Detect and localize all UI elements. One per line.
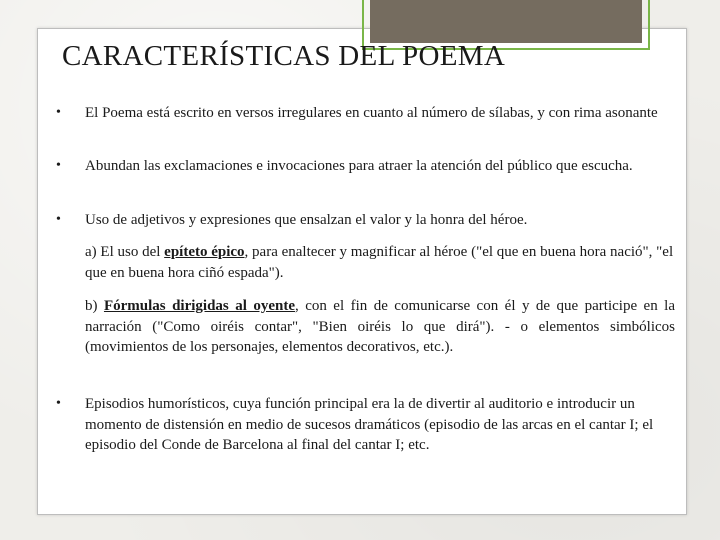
bullet-item-adjectives: Uso de adjetivos y expresiones que ensalzan el valor y la honra del héroe. xyxy=(85,212,528,228)
bullet-item-humor: Episodios humorísticos, cuya función principal era la de divertir al auditorio e introducir un momento de distensión en medio de sucesos dramáticos (episodio de las arcas en el cantar I; el episodio del Conde de Barcelona al final del cantar I; etc. xyxy=(85,396,654,453)
sub-a-suffix: , para enaltecer y magnificar al héroe ("el que en buena hora nació", "el que en buena hora ciñó espada"). xyxy=(85,244,674,281)
sub-b-term: Fórmulas dirigidas al oyente xyxy=(103,298,295,314)
sub-item-epithet xyxy=(85,242,675,283)
bullet-item-exclamations: Abundan las exclamaciones e invocaciones para atraer la atención del público que escucha. xyxy=(85,158,633,174)
decorative-header-box xyxy=(370,0,642,43)
slide-title: CARACTERÍSTICAS DEL POEMA xyxy=(62,40,506,72)
sub-b-suffix: , con el fin de comunicarse con él y de que participe en la narración ("Como oiréis contar", "Bien oiréis lo que dirá"). - o elementos simbólicos (movimientos de los personajes, elementos decorativos, etc.). xyxy=(85,298,675,355)
sub-a-term: epíteto épico xyxy=(164,244,245,260)
bullet-marker-2: • xyxy=(56,158,61,173)
bullet-marker-3: • xyxy=(56,212,61,227)
bullet-marker-1: • xyxy=(56,105,61,120)
sub-item-formulas xyxy=(85,296,675,358)
sub-a-prefix: a) El uso del xyxy=(85,244,165,260)
bullet-item-verse: El Poema está escrito en versos irregulares en cuanto al número de sílabas, y con rima asonante xyxy=(85,105,658,121)
bullet-marker-4: • xyxy=(56,396,61,411)
sub-b-prefix: b) xyxy=(85,298,104,314)
